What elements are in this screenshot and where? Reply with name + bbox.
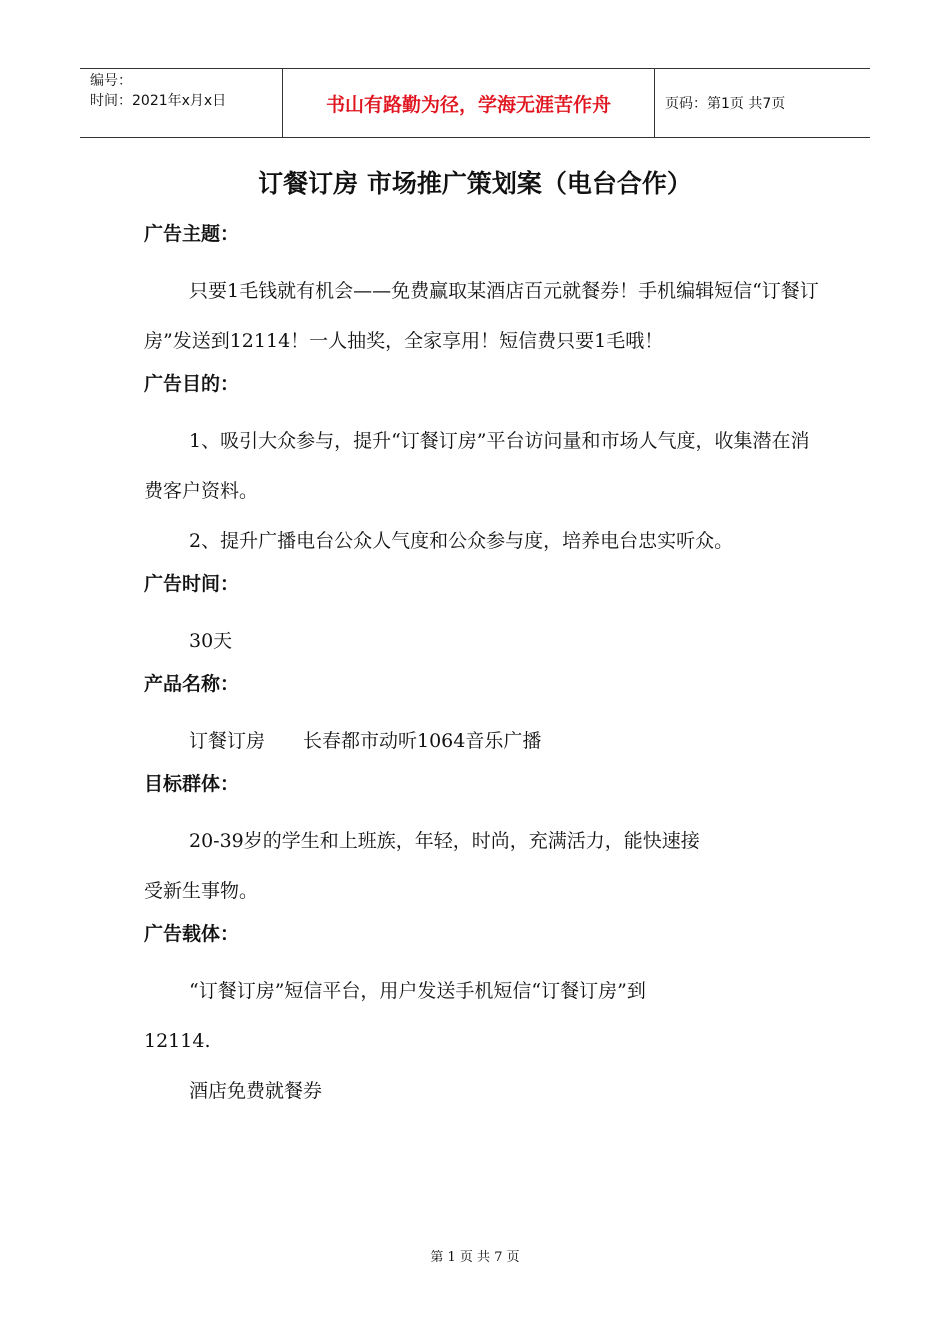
purpose-item-1: 1、吸引大众参与，提升“订餐订房”平台访问量和市场人气度，收集潜在消费客户资料。 bbox=[144, 430, 810, 502]
purpose-item-2: 2、提升广播电台公众人气度和公众参与度，培养电台忠实听众。 bbox=[189, 530, 734, 552]
header-meta bbox=[80, 69, 282, 137]
serial-label: 编号： bbox=[90, 73, 132, 89]
audience-line-2: 受新生事物。 bbox=[144, 880, 259, 902]
carrier-line-2: 12114. bbox=[144, 1030, 211, 1052]
document-title: 订餐订房 市场推广策划案（电台合作） bbox=[258, 169, 692, 198]
carrier-line-1: “订餐订房”短信平台，用户发送手机短信“订餐订房”到 bbox=[189, 980, 646, 1002]
document-body bbox=[144, 216, 824, 1116]
header-page-info: 页码：第1页 共7页 bbox=[665, 96, 786, 112]
date-label: 时间：2021年x月x日 bbox=[90, 93, 227, 109]
time-text: 30天 bbox=[189, 630, 233, 652]
audience-line-1: 20-39岁的学生和上班族，年轻，时尚，充满活力，能快速接 bbox=[189, 830, 700, 852]
theme-text: 只要1毛钱就有机会——免费赢取某酒店百元就餐券！手机编辑短信“订餐订房”发送到12114！一人抽奖，全家享用！短信费只要1毛哦！ bbox=[144, 280, 819, 352]
section-heading-time: 广告时间： bbox=[144, 573, 240, 595]
section-heading-audience: 目标群体： bbox=[144, 773, 240, 795]
product-text: 订餐订房 长春都市动听1064音乐广播 bbox=[189, 730, 542, 752]
section-heading-product: 产品名称： bbox=[144, 673, 240, 695]
section-heading-theme: 广告主题： bbox=[144, 223, 240, 245]
page-header bbox=[80, 68, 870, 138]
section-heading-purpose: 广告目的： bbox=[144, 373, 240, 395]
carrier-line-3: 酒店免费就餐券 bbox=[189, 1080, 323, 1102]
page-footer: 第 1 页 共 7 页 bbox=[430, 1250, 520, 1265]
section-heading-carrier: 广告载体： bbox=[144, 923, 240, 945]
header-motto: 书山有路勤为径，学海无涯苦作舟 bbox=[282, 69, 655, 137]
